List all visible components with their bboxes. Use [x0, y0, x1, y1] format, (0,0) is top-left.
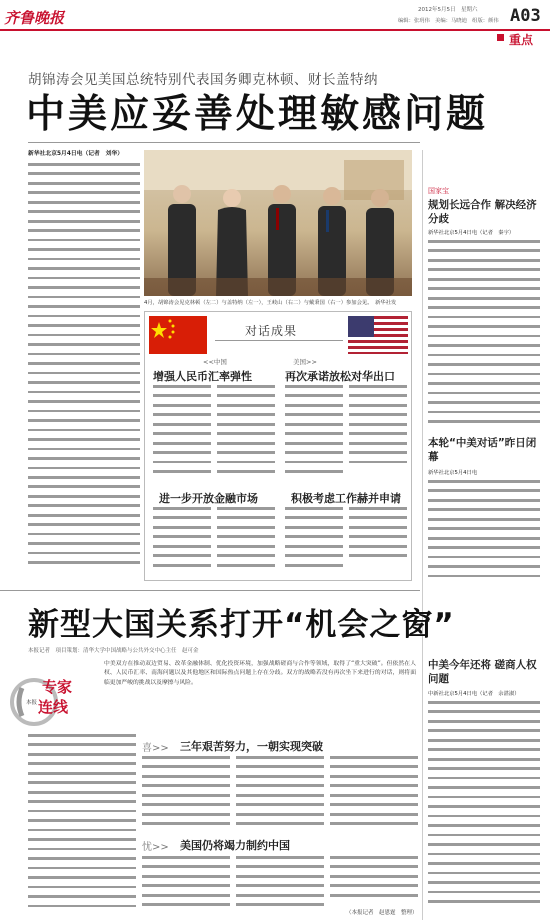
sidebar-top-dateline: 新华社北京5月4日电（记者 秦宇）	[428, 230, 515, 236]
lead-photo	[144, 150, 412, 296]
second-body-col5	[142, 856, 230, 920]
expert-badge-small: 本报	[26, 700, 38, 706]
second-body-col6	[236, 856, 324, 920]
masthead	[0, 0, 550, 48]
result-body-1	[153, 385, 211, 485]
staff-credits: 编辑：张玥伟 美编：马晓迪 组版：颜伟	[398, 18, 499, 24]
sidebar-bottom-heading: 中美今年还将 磋商人权问题	[428, 659, 537, 685]
result-body-2b	[349, 385, 407, 475]
result-body-3	[153, 507, 211, 577]
second-body-col3	[236, 756, 324, 832]
us-tag: 美国>>	[293, 358, 317, 366]
section-rule	[0, 590, 420, 591]
footer-signature: （本报记者 赵恩霆 整理）	[346, 910, 418, 916]
result-heading-2: 再次承诺放松对华出口	[285, 370, 395, 383]
second-byline: 本报记者 项目策划：清华大学中国战略与公共外交中心主任 赵可金	[28, 648, 199, 654]
headline-rule	[28, 142, 420, 143]
issue-date: 2012年5月5日 星期六	[418, 7, 478, 13]
dialogue-box-title: 对话成果	[245, 324, 298, 338]
sidebar-bottom-body	[428, 701, 540, 917]
result-body-2	[285, 385, 343, 485]
masthead-divider	[0, 29, 550, 31]
result-heading-3: 进一步开放金融市场	[159, 492, 258, 505]
lead-kicker: 胡锦涛会见美国总统特别代表国务卿克林顿、财长盖特纳	[28, 72, 378, 88]
result-body-4b	[349, 507, 407, 567]
page-number: A03	[510, 6, 541, 26]
result-body-1b	[217, 385, 275, 485]
result-heading-4: 积极考虑工作赫并申请	[291, 492, 401, 505]
expert-badge	[8, 672, 100, 728]
lead-dateline: 新华社北京5月4日电（记者 刘华）	[28, 151, 124, 157]
dialogue-title-rule	[215, 340, 343, 341]
dialogue-box	[144, 311, 412, 581]
section-label: 重点	[509, 33, 534, 47]
expert-badge-label-1: 专家	[42, 678, 73, 696]
china-flag-icon	[149, 316, 207, 354]
lead-headline: 中美应妥善处理敏感问题	[26, 92, 489, 137]
section-marker	[497, 34, 504, 41]
china-tag: <<中国	[203, 358, 227, 366]
sidebar-bottom-dateline: 中新社北京5月4日电（记者 余湛淑）	[428, 691, 520, 697]
result-heading-1: 增强人民币汇率弹性	[153, 370, 252, 383]
lead-body-col1	[28, 163, 140, 573]
second-body-col1	[28, 734, 136, 920]
sidebar-top-heading: 规划长远合作 解决经济分歧	[428, 199, 537, 225]
sidebar-top-body	[428, 240, 540, 434]
second-body-col7	[330, 856, 418, 906]
second-lead: 中美双方在推动双边贸易、改革金融体制、优化投资环境，加强战略磋商与合作等领域，取得了“重大突破”。但依然在人权、人民币汇率、南海问题以及其他地区和国际热点问题上存在分歧。双方的战略若没有再次坐下来进行的对话，则将面临更加严峻的挑战以及摩擦与风险。	[104, 661, 416, 686]
officials-photo-illustration	[144, 150, 412, 296]
second-body-col4	[330, 756, 418, 832]
expert-badge-label-2: 连线	[38, 698, 69, 716]
subheading-1: 三年艰苦努力，一朝实现突破	[180, 740, 323, 753]
subheading-2: 美国仍将竭力制约中国	[180, 839, 290, 852]
second-body-col2	[142, 756, 230, 832]
us-flag-icon	[348, 316, 408, 354]
second-headline: 新型大国关系打开“机会之窗”	[28, 607, 455, 643]
subheading-2-prefix: 忧>>	[142, 842, 169, 853]
sidebar-top-tag: 国家宝	[428, 187, 449, 195]
result-body-3b	[217, 507, 275, 577]
lead-photo-caption: 4月，胡锦涛会见克林顿（左二）与盖特纳（左一），王岐山（右二）与戴秉国（右一）参加会见。 新华社发	[144, 300, 397, 306]
sidebar-mid-dateline: 新华社北京5月4日电	[428, 470, 478, 476]
sidebar-mid-heading: 本轮“中美对话”昨日闭幕	[428, 437, 537, 463]
sidebar-divider	[422, 150, 423, 920]
result-body-4	[285, 507, 343, 577]
newspaper-logo: 齐鲁晚报	[4, 9, 65, 27]
subheading-1-prefix: 喜>>	[142, 743, 169, 754]
sidebar-mid-body	[428, 480, 540, 590]
